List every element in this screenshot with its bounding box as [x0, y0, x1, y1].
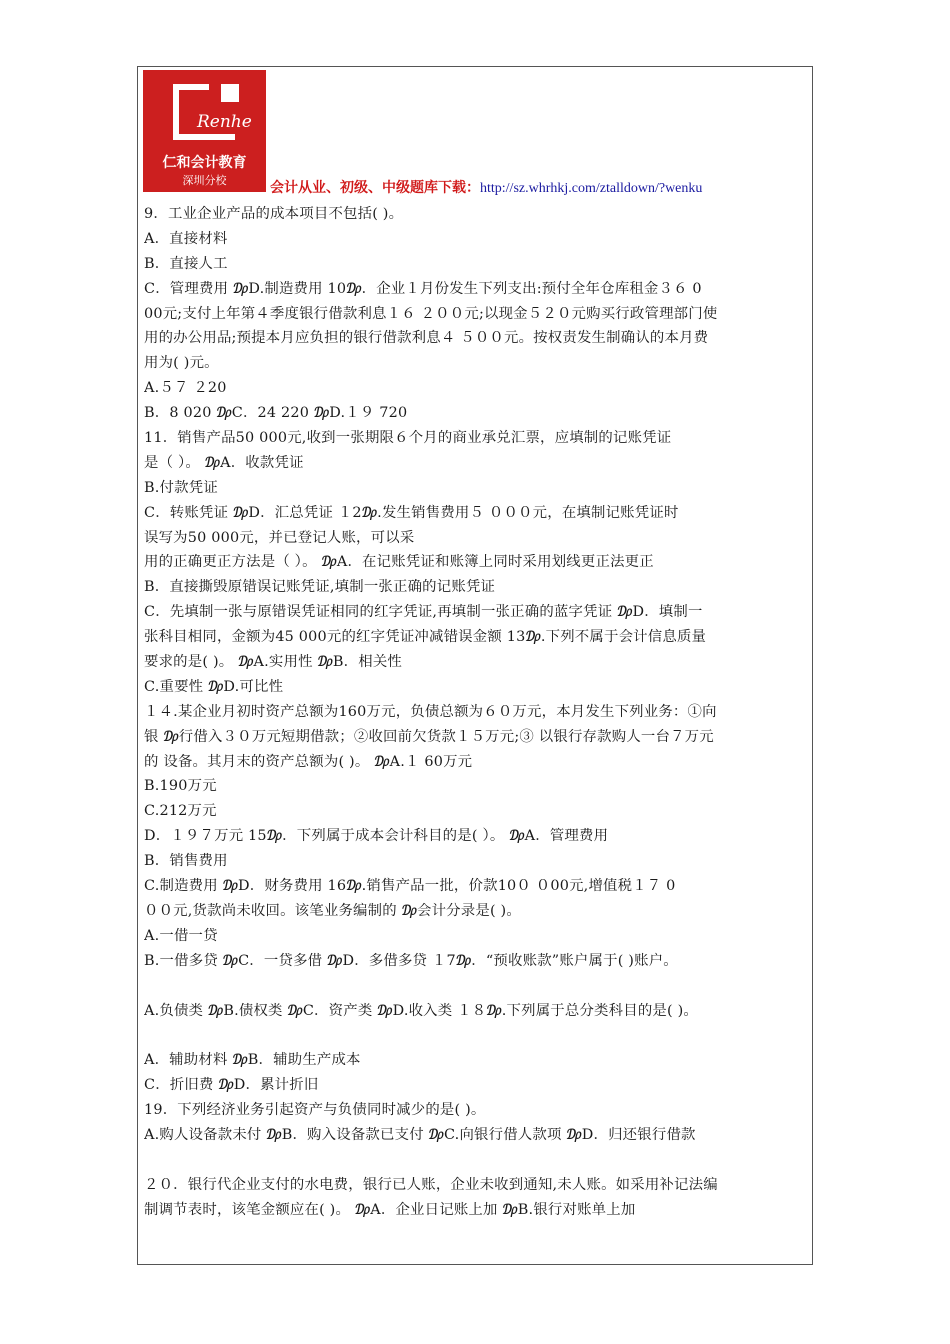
question-line: B.一借多贷 ₯C．一贷多借 ₯D．多借多贷 １7₯．“预收账款”账户属于( )账户。 [144, 952, 678, 969]
question-line: C.制造费用 ₯D．财务费用 16₯.销售产品一批，价款10０ ０00元,增值税１７ 0 [144, 878, 676, 895]
renhe-logo [143, 70, 266, 192]
question-line: A.一借一贷 [144, 927, 218, 944]
question-line: A.负债类 ₯B.债权类 ₯C．资产类 ₯D.收入类 １８₯.下列属于总分类科目的是( )。 [144, 1002, 699, 1019]
logo-branch: 深圳分校 [182, 174, 227, 187]
question-line: A．辅助材料 ₯B．辅助生产成本 [144, 1052, 361, 1069]
question-line: 要求的是( )。 ₯A.实用性 ₯B．相关性 [144, 654, 403, 671]
question-line: B．销售费用 [144, 853, 228, 870]
blank-line [144, 1023, 806, 1048]
question-line: B.190万元 [144, 778, 217, 795]
question-line: 9．工业企业产品的成本项目不包括( )。 [144, 206, 404, 222]
question-line: A.购人设备款未付 ₯B．购入设备款已支付 ₯C.向银行借人款项 ₯D．归还银行借款 [144, 1126, 696, 1143]
question-line: ２０．银行代企业支付的水电费，银行已人账，企业未收到通知,未人账。如采用补记法编 [144, 1176, 718, 1193]
question-line: B.付款凭证 [144, 479, 218, 496]
blank-line [144, 974, 806, 999]
question-line: C．转账凭证 ₯D．汇总凭证 １2₯.发生销售费用５ ０００元，在填制记账凭证时 [144, 504, 679, 521]
question-line: A．直接材料 [144, 230, 228, 247]
question-line: １４.某企业月初时资产总额为160万元，负债总额为６０万元，本月发生下列业务：①向 [144, 703, 717, 720]
logo-name: 仁和会计教育 [162, 155, 247, 171]
question-line: 用的正确更正方法是（ ）。 ₯A．在记账凭证和账簿上同时采用划线更正法更正 [144, 554, 654, 571]
question-list [144, 202, 806, 1223]
question-line: D．１９７万元 15₯．下列属于成本会计科目的是( ）。 ₯A．管理费用 [144, 828, 609, 845]
question-line: 张科目相同，金额为45 000元的红字凭证冲减错误金额 13₯.下列不属于会计信息质量 [144, 629, 707, 646]
question-line: C.重要性 ₯D.可比性 [144, 678, 284, 695]
question-line: C．折旧费 ₯D．累计折旧 [144, 1077, 319, 1094]
question-line: 银 ₯行借入３０万元短期借款；②收回前欠货款１５万元;③ 以银行存款购人一台７万元 [144, 728, 714, 745]
question-line: 是（ ）。 ₯A．收款凭证 [144, 454, 304, 471]
logo-square-icon [221, 84, 239, 102]
download-banner [270, 177, 702, 197]
question-line: C.212万元 [144, 803, 217, 820]
question-line: A.５７ ２20 [144, 380, 227, 397]
banner-link[interactable]: http://sz.whrhkj.com/ztalldown/?wenku [480, 181, 703, 196]
question-line: C．管理费用 ₯D.制造费用 10₯．企业１月份发生下列支出:预付全年仓库租金３６ 0 [144, 280, 702, 297]
question-line: ００元,货款尚未收回。该笔业务编制的 ₯会计分录是( )。 [144, 902, 521, 919]
question-line: 00元;支付上年第４季度银行借款利息１６ ２００元;以现金５２０元购买行政管理部门使 [144, 305, 718, 322]
question-line: B．直接撕毁原错误记账凭证,填制一张正确的记账凭证 [144, 579, 496, 596]
question-line: 11．销售产品50 000元,收到一张期限６个月的商业承兑汇票，应填制的记账凭证 [144, 430, 672, 447]
question-line: C．先填制一张与原错误凭证相同的红字凭证,再填制一张正确的蓝字凭证 ₯D．填制一 [144, 604, 703, 621]
question-line: 用为( )元。 [144, 355, 219, 372]
question-line: 误写为50 000元，并已登记人账，可以采 [144, 529, 415, 546]
blank-line [144, 1148, 806, 1173]
question-line: B．直接人工 [144, 255, 228, 272]
question-line: 制调节表时，该笔金额应在( )。 ₯A．企业日记账上加 ₯B.银行对账单上加 [144, 1201, 636, 1218]
question-line: 的 设备。其月末的资产总额为( )。 ₯A.１ 60万元 [144, 753, 473, 770]
logo-renhe-text: Renhe [197, 112, 252, 132]
question-line: 用的办公用品;预提本月应负担的银行借款利息４ ５００元。按权责发生制确认的本月费 [144, 330, 709, 347]
banner-label: 会计从业、初级、中级题库下载： [270, 180, 480, 196]
question-line: 19．下列经济业务引起资产与负债同时减少的是( )。 [144, 1102, 486, 1119]
question-line: B．8 020 ₯C．24 220 ₯D.１９ 720 [144, 405, 408, 422]
